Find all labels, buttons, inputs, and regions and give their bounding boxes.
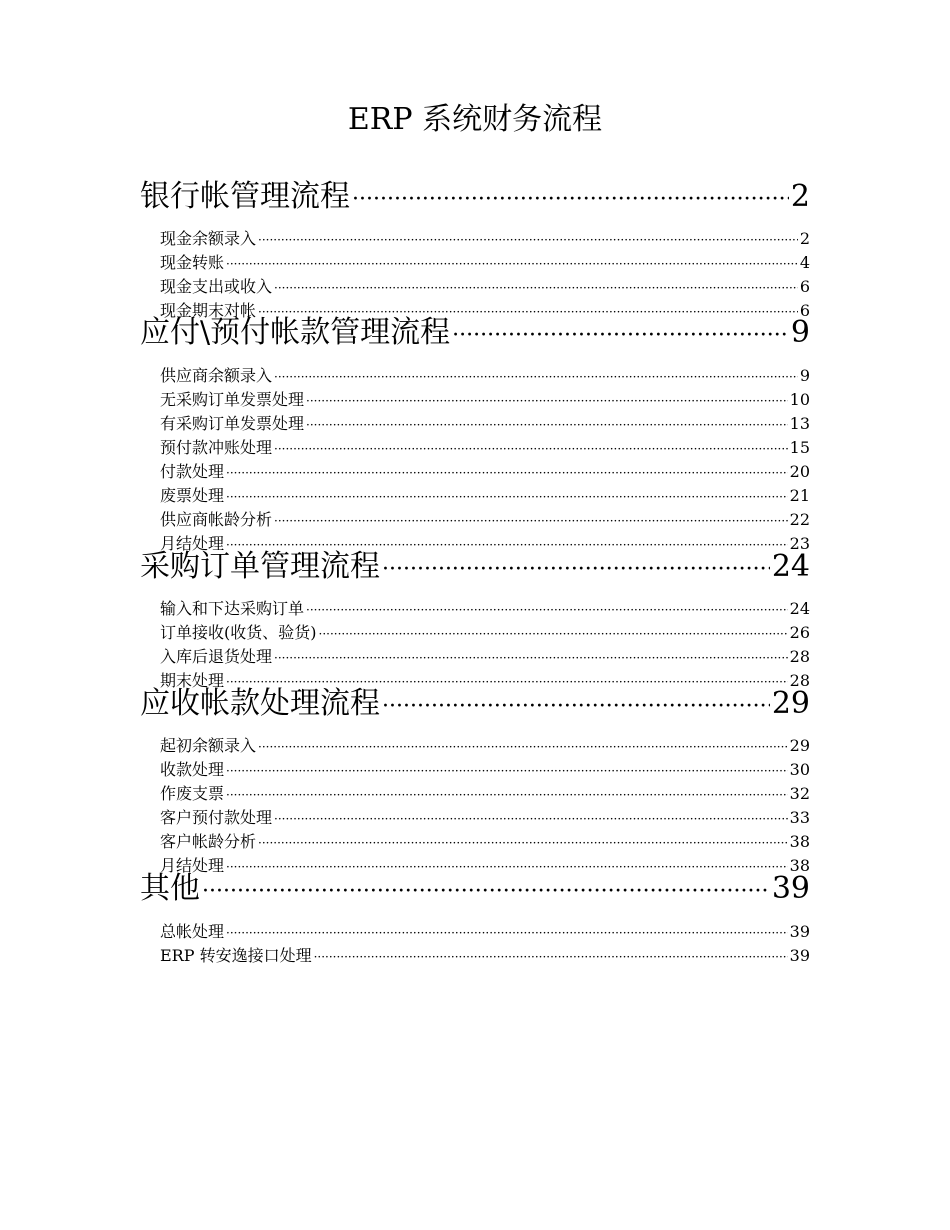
toc-section-title: 其他 xyxy=(140,871,200,906)
toc-leader xyxy=(274,511,788,531)
toc-item-label: 付款处理 xyxy=(160,462,225,481)
toc-item-label: 起初余额录入 xyxy=(160,736,257,755)
toc-item-label: 月结处理 xyxy=(160,534,225,553)
toc-item[interactable] xyxy=(160,599,810,619)
toc-item[interactable] xyxy=(160,946,810,966)
toc-item-page: 6 xyxy=(799,277,810,296)
toc-item-page: 39 xyxy=(789,922,810,941)
toc-item-page: 10 xyxy=(789,390,810,409)
toc-leader xyxy=(226,785,788,805)
toc-leader xyxy=(226,487,788,507)
toc-section-page: 9 xyxy=(790,315,810,350)
toc-item-page: 32 xyxy=(789,784,810,803)
toc-section-bank[interactable] xyxy=(140,180,810,214)
toc-item-page: 9 xyxy=(799,366,810,385)
toc-leader xyxy=(274,278,798,298)
toc-item-label: 作废支票 xyxy=(160,784,225,803)
toc-section-purchasing[interactable] xyxy=(140,550,810,584)
toc-leader xyxy=(226,254,798,274)
toc-item[interactable] xyxy=(160,438,810,458)
toc-item[interactable] xyxy=(160,922,810,942)
toc-item-label: ERP 转安逸接口处理 xyxy=(160,946,312,965)
toc-leader xyxy=(226,761,788,781)
toc-leader xyxy=(226,923,788,943)
toc-item-label: 现金期末对帐 xyxy=(160,301,257,320)
toc-item[interactable] xyxy=(160,390,810,410)
toc-item-label: 输入和下达采购订单 xyxy=(160,599,305,618)
toc-item-page: 23 xyxy=(789,534,810,553)
toc-leader xyxy=(319,624,788,644)
toc-item-label: 期末处理 xyxy=(160,671,225,690)
toc-leader xyxy=(258,737,788,757)
toc-item-page: 20 xyxy=(789,462,810,481)
toc-item-label: 废票处理 xyxy=(160,486,225,505)
toc-item-page: 38 xyxy=(789,832,810,851)
toc-item-label: 收款处理 xyxy=(160,760,225,779)
toc-item-label: 月结处理 xyxy=(160,856,225,875)
toc-item-page: 33 xyxy=(789,808,810,827)
toc-item[interactable] xyxy=(160,784,810,804)
toc-item-label: 现金支出或收入 xyxy=(160,277,273,296)
toc-item[interactable] xyxy=(160,277,810,297)
toc-item-page: 15 xyxy=(789,438,810,457)
toc-leader xyxy=(274,809,788,829)
toc-leader xyxy=(274,367,798,387)
toc-item-page: 24 xyxy=(789,599,810,618)
toc-section-title: 应收帐款处理流程 xyxy=(140,686,380,721)
toc-section-page: 24 xyxy=(771,549,810,584)
toc-item-page: 22 xyxy=(789,510,810,529)
toc-leader xyxy=(314,947,788,967)
toc-leader xyxy=(306,391,788,411)
toc-section-page: 29 xyxy=(771,686,810,721)
toc-item-label: 客户预付款处理 xyxy=(160,808,273,827)
toc-item-label: 入库后退货处理 xyxy=(160,647,273,666)
toc-section-receivables[interactable] xyxy=(140,687,810,721)
toc-item-page: 4 xyxy=(799,253,810,272)
toc-item[interactable] xyxy=(160,832,810,852)
toc-item-page: 28 xyxy=(789,671,810,690)
toc-leader xyxy=(382,690,770,724)
toc-item[interactable] xyxy=(160,760,810,780)
toc-item[interactable] xyxy=(160,736,810,756)
toc-leader xyxy=(258,833,788,853)
toc-item-page: 28 xyxy=(789,647,810,666)
toc-leader xyxy=(274,439,788,459)
toc-item-label: 现金转账 xyxy=(160,253,225,272)
toc-leader xyxy=(202,875,770,909)
toc-leader xyxy=(226,463,788,483)
toc-leader xyxy=(306,600,788,620)
toc-item-label: 无采购订单发票处理 xyxy=(160,390,305,409)
toc-item[interactable] xyxy=(160,229,810,249)
toc-leader xyxy=(382,553,770,587)
toc-item[interactable] xyxy=(160,253,810,273)
toc-item-label: 有采购订单发票处理 xyxy=(160,414,305,433)
toc-section-title: 银行帐管理流程 xyxy=(140,179,350,214)
toc-item[interactable] xyxy=(160,623,810,643)
toc-item[interactable] xyxy=(160,486,810,506)
toc-section-page: 2 xyxy=(790,179,810,214)
toc-item[interactable] xyxy=(160,414,810,434)
toc-item-label: 供应商帐龄分析 xyxy=(160,510,273,529)
toc-item-page: 38 xyxy=(789,856,810,875)
toc-item[interactable] xyxy=(160,366,810,386)
toc-section-title: 采购订单管理流程 xyxy=(140,549,380,584)
toc-section-other[interactable] xyxy=(140,872,810,906)
toc-item-page: 2 xyxy=(799,229,810,248)
toc-item[interactable] xyxy=(160,510,810,530)
toc-item[interactable] xyxy=(160,808,810,828)
toc-item-page: 29 xyxy=(789,736,810,755)
toc-item-page: 26 xyxy=(789,623,810,642)
toc-item-label: 预付款冲账处理 xyxy=(160,438,273,457)
toc-item-page: 6 xyxy=(799,301,810,320)
toc-section-payables[interactable] xyxy=(140,316,810,350)
toc-item-label: 供应商余额录入 xyxy=(160,366,273,385)
toc-leader xyxy=(258,230,798,250)
toc-leader xyxy=(274,648,788,668)
toc-item-page: 39 xyxy=(789,946,810,965)
document-title: ERP 系统财务流程 xyxy=(347,102,603,137)
toc-section-title: 应付\预付帐款管理流程 xyxy=(140,315,451,350)
toc-leader xyxy=(452,319,789,353)
toc-item-label: 总帐处理 xyxy=(160,922,225,941)
toc-item-page: 30 xyxy=(789,760,810,779)
toc-item-page: 21 xyxy=(789,486,810,505)
toc-item-label: 现金余额录入 xyxy=(160,229,257,248)
toc-section-page: 39 xyxy=(771,871,810,906)
toc-item-label: 订单接收(收货、验货) xyxy=(160,623,317,642)
toc-item[interactable] xyxy=(160,647,810,667)
toc-item[interactable] xyxy=(160,462,810,482)
toc-leader xyxy=(306,415,788,435)
toc-item-page: 13 xyxy=(789,414,810,433)
toc-leader xyxy=(352,183,789,217)
toc-item-label: 客户帐龄分析 xyxy=(160,832,257,851)
